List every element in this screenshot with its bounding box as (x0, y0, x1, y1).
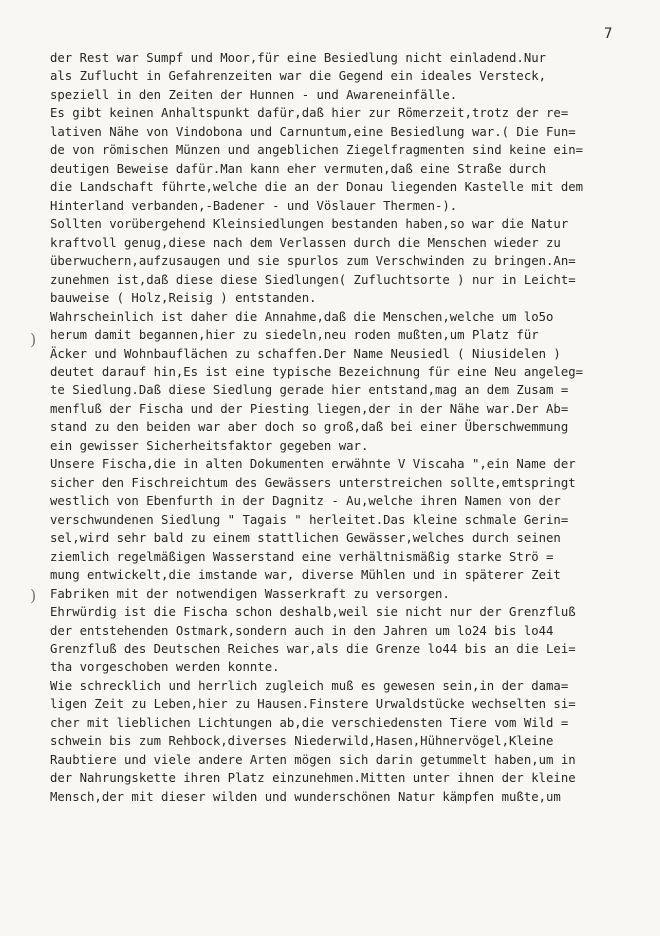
text-line: als Zuflucht in Gefahrenzeiten war die Gegend ein ideales Versteck, (50, 69, 547, 84)
text-line: ziemlich regelmäßigen Wasserstand eine verhältnismäßig starke Strö = (50, 549, 554, 564)
text-line: verschwundenen Siedlung " Tagais " herleitet.Das kleine schmale Gerin= (50, 512, 569, 527)
page-number: 7 (604, 26, 613, 42)
text-line: Wie schrecklich und herrlich zugleich muß es gewesen sein,in der dama= (50, 678, 569, 693)
margin-bracket-mark: ) (30, 586, 37, 605)
text-line: sicher den Fischreichtum des Gewässers unterstreichen sollte,emtspringt (50, 475, 576, 490)
margin-bracket-mark: ) (30, 330, 37, 349)
body-text (50, 49, 650, 806)
text-line: Ehrwürdig ist die Fischa schon deshalb,weil sie nicht nur der Grenzfluß (50, 605, 576, 620)
text-line: der Nahrungskette ihren Platz einzunehmen.Mitten unter ihnen der kleine (50, 771, 576, 786)
text-line: Unsere Fischa,die in alten Dokumenten erwähnte V Viscaha ",ein Name der (50, 457, 576, 472)
text-line: te Siedlung.Daß diese Siedlung gerade hier entstand,mag an dem Zusam = (50, 383, 569, 398)
text-line: Äcker und Wohnbauflächen zu schaffen.Der Name Neusiedl ( Niusidelen ) (50, 346, 561, 361)
text-line: ligen Zeit zu Leben,hier zu Hausen.Finstere Urwaldstücke wechselten si= (50, 697, 576, 712)
text-line: kraftvoll genug,diese nach dem Verlassen durch die Menschen wieder zu (50, 235, 561, 250)
text-line: deutet darauf hin,Es ist eine typische Bezeichnung für eine Neu angeleg= (50, 364, 584, 379)
text-line: westlich von Ebenfurth in der Dagnitz - Au,welche ihren Namen von der (50, 494, 561, 509)
text-line: überwuchern,aufzusaugen und sie spurlos zum Verschwinden zu bringen.An= (50, 254, 576, 269)
text-line: Sollten vorübergehend Kleinsiedlungen bestanden haben,so war die Natur (50, 217, 569, 232)
text-line: zunehmen ist,daß diese diese Siedlungen( Zufluchtsorte ) nur in Leicht= (50, 272, 576, 287)
text-line: speziell in den Zeiten der Hunnen - und Awareneinfälle. (50, 87, 458, 102)
text-line: Fabriken mit der notwendigen Wasserkraft zu versorgen. (50, 586, 450, 601)
text-line: mung entwickelt,die imstande war, diverse Mühlen und in späterer Zeit (50, 568, 561, 583)
text-line: herum damit begannen,hier zu siedeln,neu roden mußten,um Platz für (50, 328, 539, 343)
text-line: Wahrscheinlich ist daher die Annahme,daß die Menschen,welche um lo5o (50, 309, 554, 324)
text-line: der entstehenden Ostmark,sondern auch in den Jahren um lo24 bis lo44 (50, 623, 554, 638)
text-line: tha vorgeschoben werden konnte. (50, 660, 280, 675)
text-line: stand zu den beiden war aber doch so groß,daß bei einer Überschwemmung (50, 420, 569, 435)
text-line: Raubtiere und viele andere Arten mögen sich darin getummelt haben,um in (50, 752, 576, 767)
text-line: cher mit lieblichen Lichtungen ab,die verschiedensten Tiere vom Wild = (50, 715, 569, 730)
text-line: Mensch,der mit dieser wilden und wunderschönen Natur kämpfen mußte,um (50, 789, 561, 804)
text-line: Es gibt keinen Anhaltspunkt dafür,daß hier zur Römerzeit,trotz der re= (50, 106, 569, 121)
text-line: lativen Nähe von Vindobona und Carnuntum,eine Besiedlung war.( Die Fun= (50, 124, 576, 139)
text-line: de von römischen Münzen und angeblichen Ziegelfragmenten sind keine ein= (50, 143, 584, 158)
text-line: bauweise ( Holz,Reisig ) entstanden. (50, 291, 317, 306)
text-line: ein gewisser Sicherheitsfaktor gegeben war. (50, 438, 369, 453)
text-line: der Rest war Sumpf und Moor,für eine Besiedlung nicht einladend.Nur (50, 51, 547, 65)
text-line: sel,wird sehr bald zu einem stattlichen Gewässer,welches durch seinen (50, 531, 561, 546)
text-line: Hinterland verbanden,-Badener - und Vöslauer Thermen-). (50, 198, 458, 213)
text-line: schwein bis zum Rehbock,diverses Niederwild,Hasen,Hühnervögel,Kleine (50, 734, 554, 749)
text-line: deutigen Beweise dafür.Man kann eher vermuten,daß eine Straße durch (50, 161, 547, 176)
text-line: Grenzfluß des Deutschen Reiches war,als die Grenze lo44 bis an die Lei= (50, 642, 576, 656)
text-line: menfluß der Fischa und der Piesting liegen,der in der Nähe war.Der Ab= (50, 401, 569, 416)
text-line: die Landschaft führte,welche die an der Donau liegenden Kastelle mit dem (50, 180, 584, 195)
